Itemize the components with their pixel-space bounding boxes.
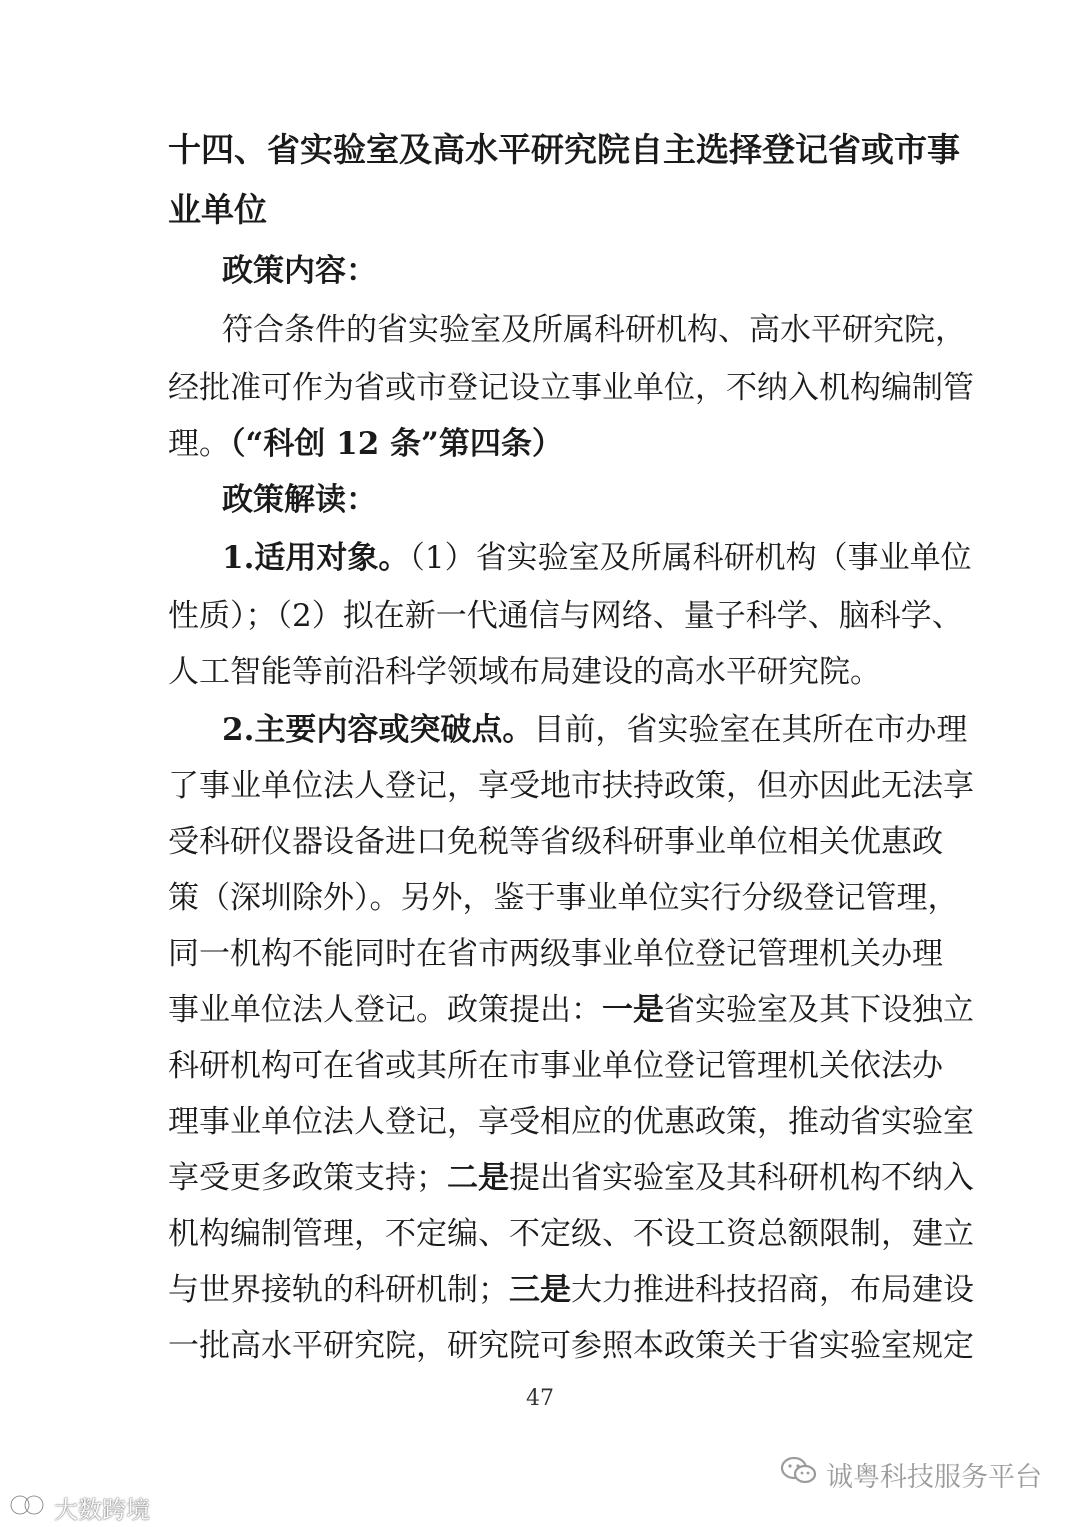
item2-line-2: 了事业单位法人登记，享受地市扶持政策，但亦因此无法享 bbox=[168, 768, 974, 804]
item2-line-9-c: 提出省实验室及其科研机构不纳入 bbox=[509, 1160, 974, 1196]
item2-line-7: 科研机构可在省或其所在市事业单位登记管理机关依法办 bbox=[168, 1048, 943, 1084]
item2-heading: 2.主要内容或突破点。 bbox=[222, 712, 534, 748]
item2-line-10: 机构编制管理，不定编、不定级、不设工资总额限制，建立 bbox=[168, 1216, 974, 1252]
item2-line-6 bbox=[168, 990, 974, 1030]
watermark-left-text: 大数跨境 bbox=[54, 1496, 150, 1524]
item2-line-9-a: 享受更多政策支持； bbox=[168, 1160, 447, 1196]
section-heading-line-1: 十四、省实验室及高水平研究院自主选择登记省或市事 bbox=[168, 130, 960, 169]
watermark-left bbox=[8, 1490, 150, 1525]
policy-content-line-1: 符合条件的省实验室及所属科研机构、高水平研究院， bbox=[222, 312, 966, 348]
item2-line-8: 理事业单位法人登记，享受相应的优惠政策，推动省实验室 bbox=[168, 1104, 974, 1140]
item1-line-1 bbox=[222, 538, 972, 578]
policy-content-line-3-text: 理。 bbox=[168, 426, 230, 462]
item2-text: 目前，省实验室在其所在市办理 bbox=[533, 712, 968, 748]
policy-interpretation-label: 政策解读： bbox=[222, 482, 377, 518]
page-number: 47 bbox=[526, 1386, 554, 1411]
item2-line-9 bbox=[168, 1158, 974, 1198]
brand-logo-icon bbox=[8, 1492, 48, 1524]
item2-line-11-a: 与世界接轨的科研机制； bbox=[168, 1272, 509, 1308]
item1-line-2: 性质）；（2）拟在新一代通信与网络、量子科学、脑科学、 bbox=[168, 598, 963, 634]
watermark-right-text: 诚粤科技服务平台 bbox=[826, 1462, 1042, 1493]
item1-heading: 1.适用对象。 bbox=[222, 540, 410, 576]
point-three-label: 三是 bbox=[509, 1272, 571, 1308]
item2-line-4: 策（深圳除外）。另外，鉴于事业单位实行分级登记管理， bbox=[168, 880, 959, 916]
item2-line-11 bbox=[168, 1270, 974, 1310]
wechat-icon bbox=[780, 1456, 818, 1493]
item1-line-3: 人工智能等前沿科学领域布局建设的高水平研究院。 bbox=[168, 654, 881, 690]
item1-text: （1）省实验室及所属科研机构（事业单位 bbox=[409, 540, 972, 576]
point-one-label: 一是 bbox=[602, 992, 664, 1028]
section-heading-line-2: 业单位 bbox=[168, 190, 267, 229]
watermark-right bbox=[780, 1455, 1042, 1494]
item2-line-1 bbox=[222, 710, 968, 750]
policy-content-line-2: 经批准可作为省或市登记设立事业单位，不纳入机构编制管 bbox=[168, 370, 974, 406]
point-two-label: 二是 bbox=[447, 1160, 509, 1196]
policy-source-reference: （“科创 12 条”第四条） bbox=[230, 426, 563, 462]
item2-line-6-c: 省实验室及其下设独立 bbox=[664, 992, 974, 1028]
policy-content-label: 政策内容： bbox=[222, 253, 377, 289]
item2-line-6-a: 事业单位法人登记。政策提出： bbox=[168, 992, 602, 1028]
item2-line-3: 受科研仪器设备进口免税等省级科研事业单位相关优惠政 bbox=[168, 824, 943, 860]
item2-line-12: 一批高水平研究院，研究院可参照本政策关于省实验室规定 bbox=[168, 1328, 974, 1364]
item2-line-11-c: 大力推进科技招商，布局建设 bbox=[571, 1272, 974, 1308]
item2-line-5: 同一机构不能同时在省市两级事业单位登记管理机关办理 bbox=[168, 936, 943, 972]
policy-content-line-3 bbox=[168, 424, 920, 464]
